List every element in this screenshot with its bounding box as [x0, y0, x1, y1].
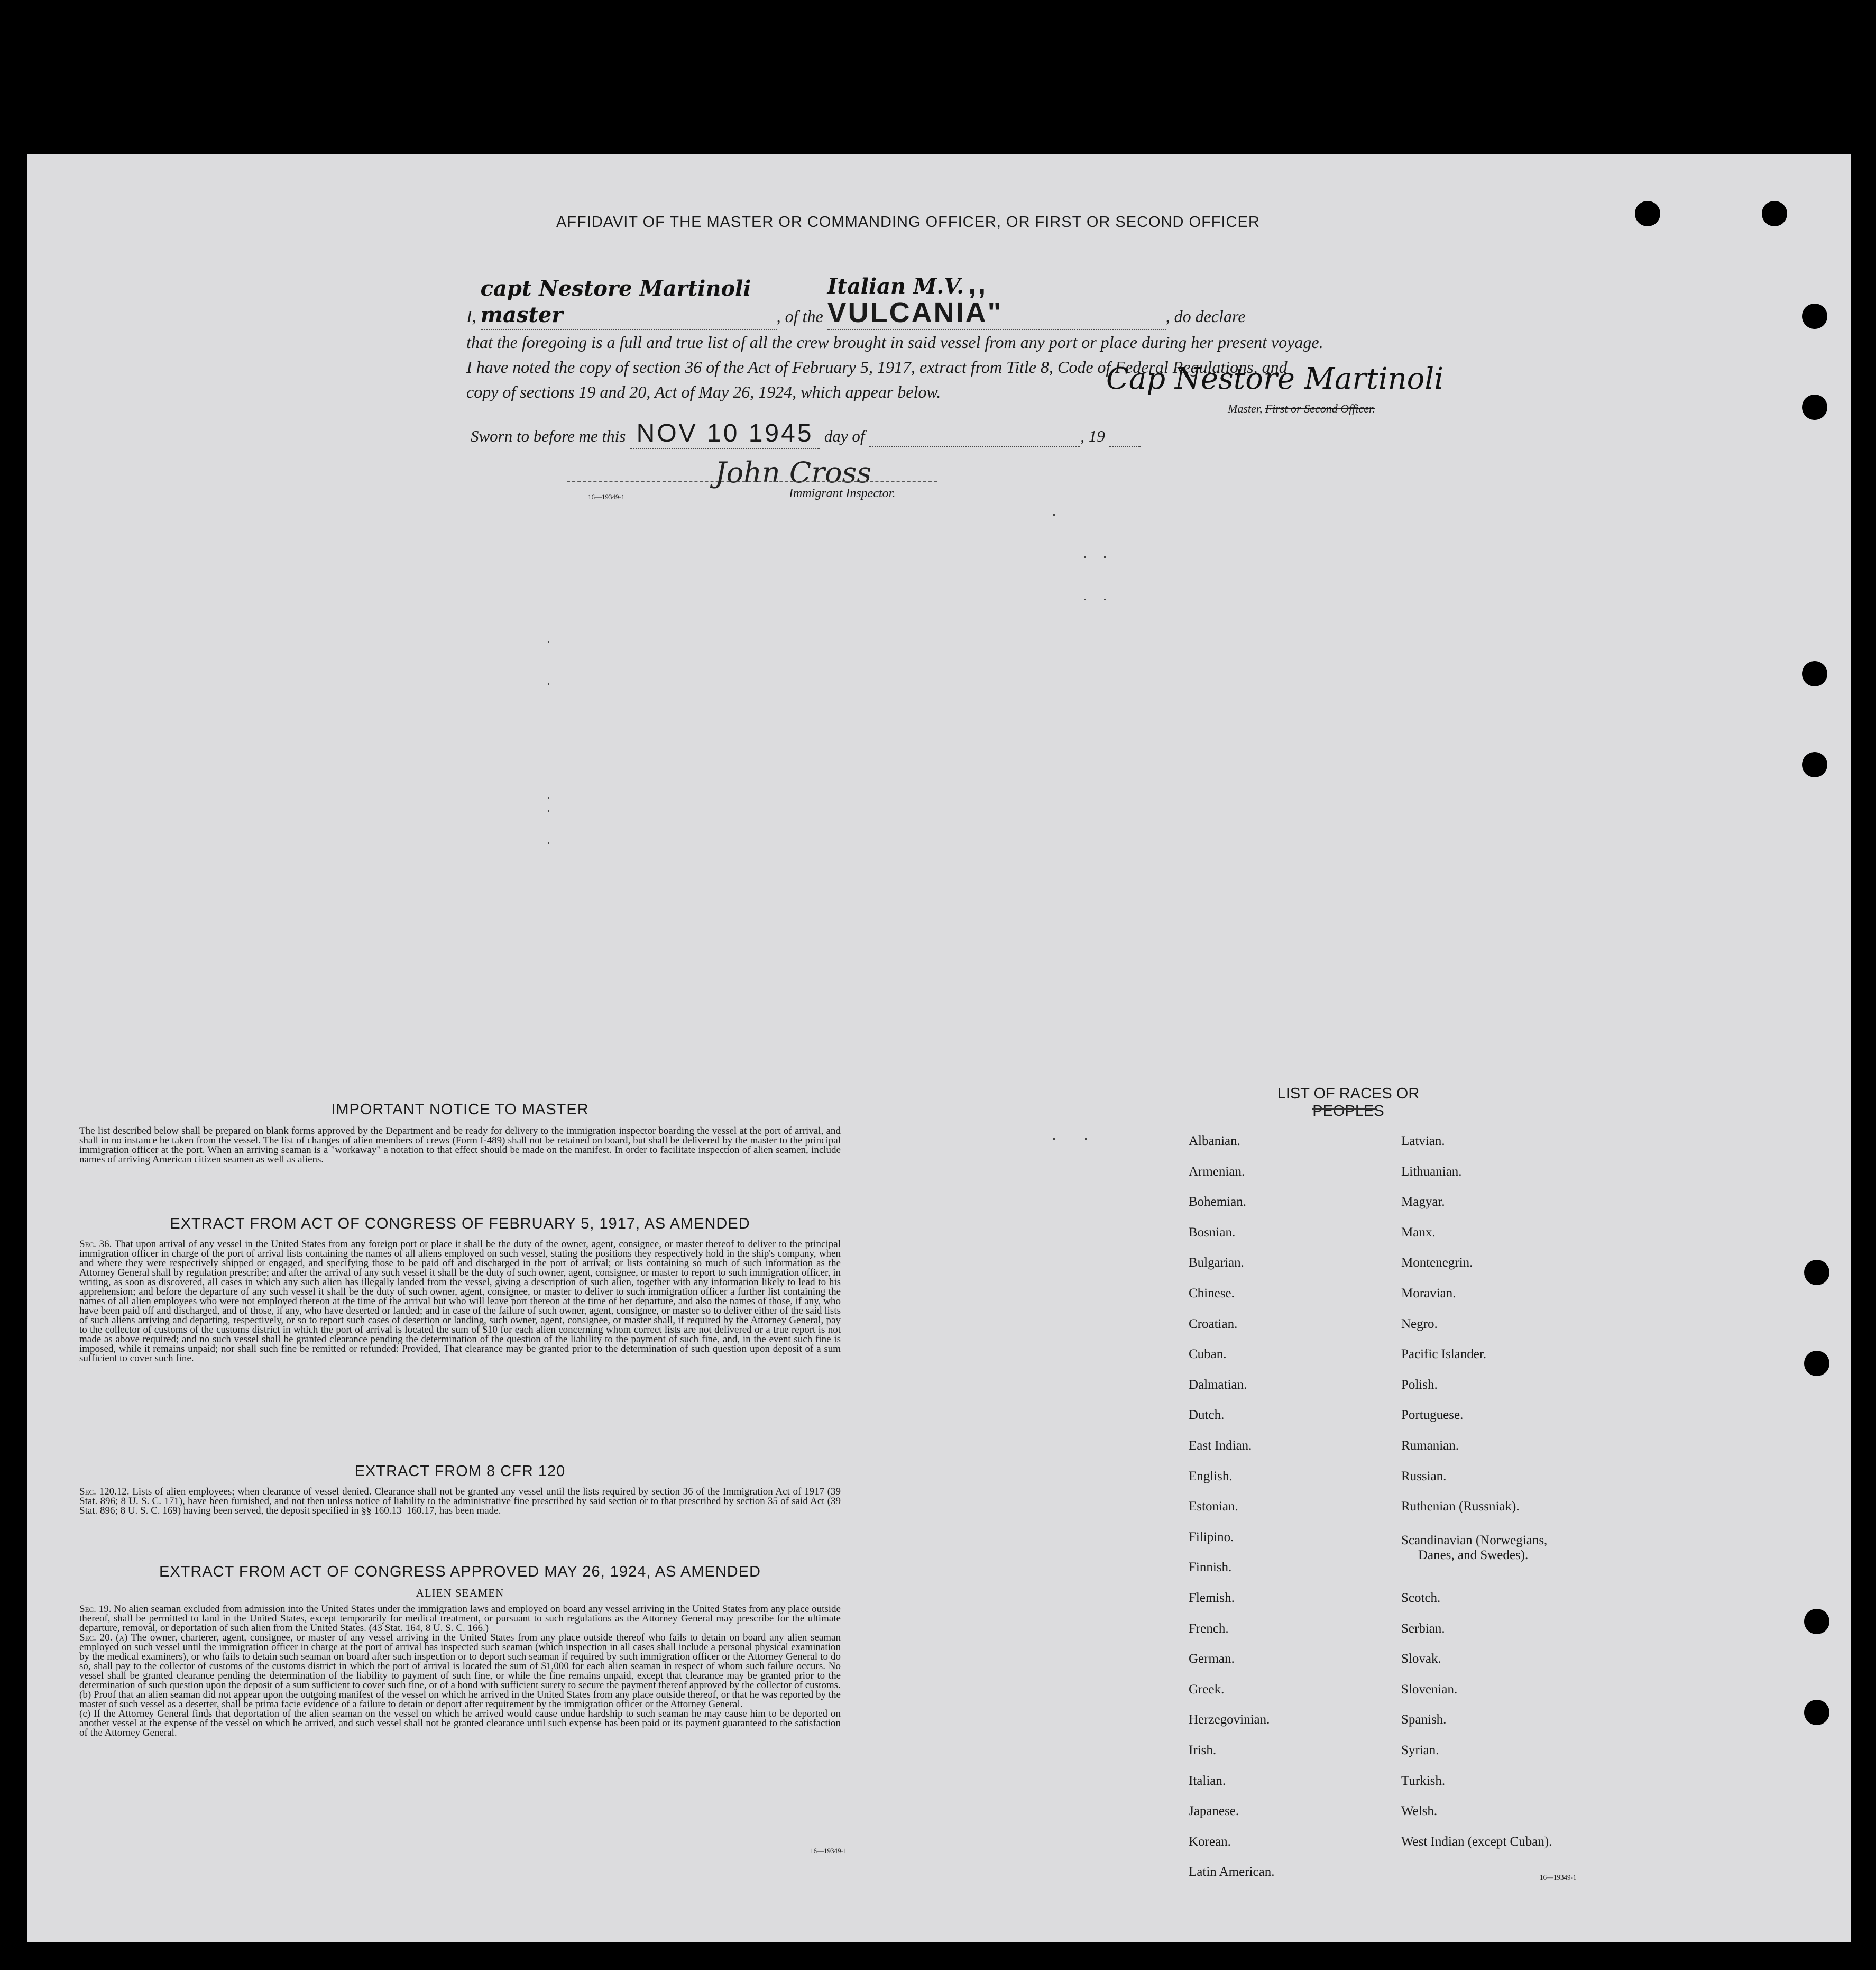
section-text: The owner, charterer, agent, consignee, or master of any vessel arriving in the United States from any place outside thereof who fails to detain on board any alien seaman employed on such vessel until the immigration officer in charge at the port of arrival has inspected such seaman (which inspection in all cases shall include a personal physical examination by the medical examiners), or who fails to detain such seaman on board after such inspection or to deport such seaman if required by such immigration officer or the Attorney General to do so, shall pay to the collector of customs of the customs district in which the port of arrival is located the sum of $1,000 for each alien seaman in respect of whom such failure occurs. No vessel shall be granted clearance pending the determination of the liability to payment of such fine, or while the fine remains unpaid, except that clearance may be granted prior to the determination of such question upon the deposit of a sum sufficient to cover such fine, or of a bond with sufficient surety to secure the payment thereof approved by the collector of customs.: [79, 1632, 841, 1691]
guide-mark: [1104, 556, 1106, 558]
race-item: Filipino.: [1189, 1529, 1234, 1544]
date-stamp: NOV 10 1945: [636, 419, 814, 447]
race-item: Lithuanian.: [1401, 1164, 1462, 1179]
section-20b: (b) Proof that an alien seaman did not appear upon the outgoing manifest of the vessel on which he arrived in the United States from any place outside thereof, or that he was reported by the master of such vessel as a deserter, shall be prima facie evidence of a failure to detain or deport after requirement by the immigration officer or the Attorney General.: [79, 1689, 841, 1710]
race-item: Finnish.: [1189, 1560, 1232, 1575]
guide-mark: [1084, 556, 1086, 558]
master-name-field: [481, 276, 777, 330]
inspector-signature: John Cross: [715, 456, 871, 489]
race-item: Welsh.: [1401, 1804, 1438, 1819]
punch-hole: [1802, 661, 1827, 686]
race-item: Chinese.: [1189, 1286, 1235, 1300]
race-item: Serbian.: [1401, 1621, 1445, 1636]
race-item: Greek.: [1189, 1682, 1225, 1697]
master-caption: [1228, 402, 1375, 416]
race-item: Latin American.: [1189, 1865, 1275, 1880]
section-text: No alien seaman excluded from admission into the United States under the immigration laws and employed on board any vessel arriving in the United States from any place outside thereof, shall be permitted to land in the United States, except temporarily for medical treatment, or pursuant to such regulations as the Attorney General may prescribe for the ultimate departure, removal, or deportation of such alien from the United States. (43 Stat. 164, 8 U. S. C. 166.): [79, 1604, 841, 1634]
races-title: LIST OF RACES OR PEOPLES: [1277, 1085, 1420, 1120]
punch-hole: [1804, 1700, 1829, 1725]
race-item: Estonian.: [1189, 1499, 1238, 1514]
race-item: Bohemian.: [1189, 1195, 1247, 1210]
affidavit-title: AFFIDAVIT OF THE MASTER OR COMMANDING OFFICER, OR FIRST OR SECOND OFFICER: [556, 214, 1260, 231]
race-item: Croatian.: [1189, 1316, 1238, 1331]
day-of-text: day of: [824, 427, 865, 445]
nationality-handwritten: Italian M.V.: [827, 274, 964, 299]
race-item: Danes, and Swedes).: [1418, 1548, 1529, 1563]
declaration-line: [466, 268, 1482, 330]
race-item: Albanian.: [1189, 1134, 1240, 1148]
race-item: Syrian.: [1401, 1743, 1439, 1757]
title-underline: [1312, 1108, 1376, 1110]
pronoun-text: I,: [466, 307, 476, 326]
declaration-line-2: that the foregoing is a full and true list of all the crew brought in said vessel from any port or place during her present voyage.: [466, 333, 1323, 352]
race-item: Dalmatian.: [1189, 1377, 1247, 1392]
declare-text: , do declare: [1165, 307, 1246, 326]
guide-mark: [548, 810, 549, 812]
master-caption-text: Master,: [1228, 402, 1263, 415]
section-19: [79, 1605, 841, 1633]
section-number: Sec. 20. (a): [79, 1632, 128, 1643]
sworn-prefix: Sworn to before me this: [471, 427, 626, 445]
race-item: Turkish.: [1401, 1773, 1446, 1788]
guide-mark: [1104, 599, 1106, 600]
race-item: English.: [1189, 1469, 1233, 1483]
section-number: Sec. 36.: [79, 1239, 112, 1250]
race-item: West Indian (except Cuban).: [1401, 1834, 1552, 1849]
race-item: Magyar.: [1401, 1195, 1445, 1210]
section-number: Sec. 120.12.: [79, 1486, 130, 1497]
race-item: Herzegovinian.: [1189, 1712, 1270, 1727]
race-item: Slovak.: [1401, 1652, 1441, 1666]
section-20c: (c) If the Attorney General finds that deportation of the alien seaman on the vessel on which he arrived would cause undue hardship to such seaman he may cause him to be deported on another vessel at the expense of the vessel on which he arrived, and such vessel shall not be granted clearance until such expense has been paid or its payment guaranteed to the satisfaction of the Attorney General.: [79, 1708, 841, 1738]
race-item: Slovenian.: [1401, 1682, 1458, 1697]
of-the-text: , of the: [776, 307, 823, 326]
race-item: Armenian.: [1189, 1164, 1245, 1179]
race-item: Russian.: [1401, 1469, 1447, 1483]
declaration-line-4: copy of sections 19 and 20, Act of May 26, 1924, which appear below.: [466, 382, 941, 401]
guide-mark: [1085, 1138, 1087, 1140]
punch-hole: [1804, 1609, 1829, 1634]
punch-hole: [1802, 395, 1827, 420]
race-item: Korean.: [1189, 1834, 1231, 1849]
race-item: Montenegrin.: [1401, 1256, 1473, 1270]
extract-1924-title: EXTRACT FROM ACT OF CONGRESS APPROVED MAY 26, 1924, AS AMENDED: [159, 1563, 761, 1580]
section-20a: [79, 1633, 841, 1690]
struck-officer-text: First or Second Officer.: [1265, 402, 1375, 415]
race-item: Moravian.: [1401, 1286, 1456, 1300]
punch-hole: [1762, 201, 1787, 226]
sworn-line: [471, 419, 1141, 449]
guide-mark: [1053, 514, 1055, 516]
race-item: Dutch.: [1189, 1408, 1225, 1423]
extract-cfr-title: EXTRACT FROM 8 CFR 120: [354, 1463, 566, 1480]
extract-1917-title: EXTRACT FROM ACT OF CONGRESS OF FEBRUARY 5, 1917, AS AMENDED: [170, 1215, 750, 1232]
section-text: Lists of alien employees; when clearance of vessel denied. Clearance shall not be granted any vessel until the lists required by section 36 of the Immigration Act of 1917 (39 Stat. 896; 8 U. S. C. 171), have been furnished, and not then unless notice of liability to the administrative fine prescribed by said section or to that prescribed by section 35 of said Act (39 Stat. 896; 8 U. S. C. 169) having been served, the deposit specified in §§ 160.13–160.17, has been made.: [79, 1486, 841, 1516]
punch-hole: [1802, 304, 1827, 329]
guide-mark: [548, 641, 549, 643]
race-item: Spanish.: [1401, 1712, 1447, 1727]
race-item: Ruthenian (Russniak).: [1401, 1499, 1520, 1514]
guide-mark: [1053, 1138, 1055, 1140]
race-item: Pacific Islander.: [1401, 1347, 1487, 1362]
declaration-line-3: I have noted the copy of section 36 of the Act of February 5, 1917, extract from Title 8, Code of Federal Regulations, and: [466, 358, 1288, 377]
extract-cfr-text: [79, 1487, 841, 1516]
notice-text: The list described below shall be prepared on blank forms approved by the Department and be ready for delivery to the immigration inspector boarding the vessel at the port of arrival, and shall in no instance be taken from the vessel. The list of changes of alien members of crews (Form I-489) shall not be retained on board, but shall be delivered by the master to the principal immigration officer at the port. When an arriving seaman is a "workaway" a notation to that effect should be made on the manifest. In order to facilitate inspection of alien seamen, include names of arriving American citizen seamen as well as aliens.: [79, 1125, 841, 1165]
punch-hole: [1804, 1351, 1829, 1376]
race-item: Japanese.: [1189, 1804, 1239, 1819]
section-text: That upon arrival of any vessel in the United States from any foreign port or place it shall be the duty of the owner, agent, consignee, or master thereof to deliver to the principal immigration officer in charge of the port of arrival lists containing the names of all aliens employed on such vessel, stating the positions they respectively hold in the ship's company, when and where they were respectively shipped or engaged, and specifying those to be paid off and discharged in the port of arrival; or lists containing so much of such information as the Attorney General shall by regulation prescribe; and after the arrival of any such vessel it shall be the duty of such owner, agent, consignee, or master to report to such immigration officer, in writing, as soon as discovered, all cases in which any such alien has illegally landed from the vessel, giving a description of such alien, together with any information likely to lead to his apprehension; and before the departure of any such vessel it shall be the duty of such owner, agent, consignee, or master to deliver to such immigration officer a further list containing the names of all alien employees who were not employed thereon at the time of the arrival but who will leave port thereon at the time of her departure, and also the names of those, if any, who have been paid off and discharged, and of those, if any, who have deserted or landed; and in case of the failure of such owner, agent, consignee, or master so to deliver either of the said lists of such aliens arriving and departing, respectively, or so to report such cases of desertion or landing, such owner, agent, consignee, or master shall, if required by the Attorney General, pay to the collector of customs of the customs district in which the port of arrival is located the sum of $10 for each alien concerning whom correct lists are not delivered or a true report is not made as above required; and no such vessel shall be granted clearance pending the determination of the question of the liability to the payment of such fine, and, in the event such fine is imposed, while it remains unpaid; nor shall such fine be remitted or refunded: Provided, That clearance may be granted prior to the determination of such question upon deposit of a sum sufficient to cover such fine.: [79, 1239, 841, 1364]
inspector-caption: Immigrant Inspector.: [789, 487, 896, 500]
document-page: [27, 154, 1851, 1942]
race-item: Negro.: [1401, 1316, 1438, 1331]
guide-mark: [1084, 599, 1086, 600]
race-item: French.: [1189, 1621, 1229, 1636]
race-item: Scotch.: [1401, 1591, 1441, 1605]
race-item: Irish.: [1189, 1743, 1217, 1757]
race-item: Scandinavian (Norwegians,: [1401, 1533, 1548, 1547]
race-item: Latvian.: [1401, 1134, 1445, 1148]
punch-hole: [1802, 752, 1827, 777]
extract-1917-text: [79, 1240, 841, 1363]
race-item: Manx.: [1401, 1225, 1436, 1240]
vessel-field: [827, 268, 1166, 330]
race-item: German.: [1189, 1652, 1235, 1666]
notice-title: IMPORTANT NOTICE TO MASTER: [331, 1101, 589, 1118]
vessel-name: ,, VULCANIA": [827, 268, 1003, 328]
punch-hole: [1804, 1260, 1829, 1285]
alien-seamen-subtitle: ALIEN SEAMEN: [416, 1587, 504, 1599]
race-item: Bulgarian.: [1189, 1256, 1244, 1270]
master-name-handwritten: capt Nestore Martinoli master: [480, 276, 751, 327]
race-item: East Indian.: [1189, 1438, 1252, 1453]
sworn-date-field: [630, 419, 820, 449]
year-prefix: , 19: [1080, 427, 1105, 445]
extract-1924-text: [79, 1605, 841, 1738]
race-item: Polish.: [1401, 1377, 1438, 1392]
master-signature: Cap Nestore Martinoli: [1106, 362, 1444, 396]
guide-mark: [548, 683, 549, 685]
month-field: [869, 427, 1080, 447]
race-item: Rumanian.: [1401, 1438, 1459, 1453]
form-number: 16—19349-1: [588, 493, 625, 501]
race-item: Bosnian.: [1189, 1225, 1236, 1240]
race-item: Flemish.: [1189, 1591, 1235, 1605]
race-item: Portuguese.: [1401, 1408, 1464, 1423]
form-number: 16—19349-1: [1540, 1873, 1577, 1881]
guide-mark: [548, 842, 549, 844]
inspector-signature-line: [567, 481, 937, 482]
punch-hole: [1635, 201, 1660, 226]
race-item: Italian.: [1189, 1773, 1226, 1788]
guide-mark: [548, 797, 549, 799]
year-field: [1109, 427, 1141, 447]
section-number: Sec. 19.: [79, 1604, 112, 1615]
race-item: Cuban.: [1189, 1347, 1227, 1362]
form-number: 16—19349-1: [810, 1847, 847, 1855]
